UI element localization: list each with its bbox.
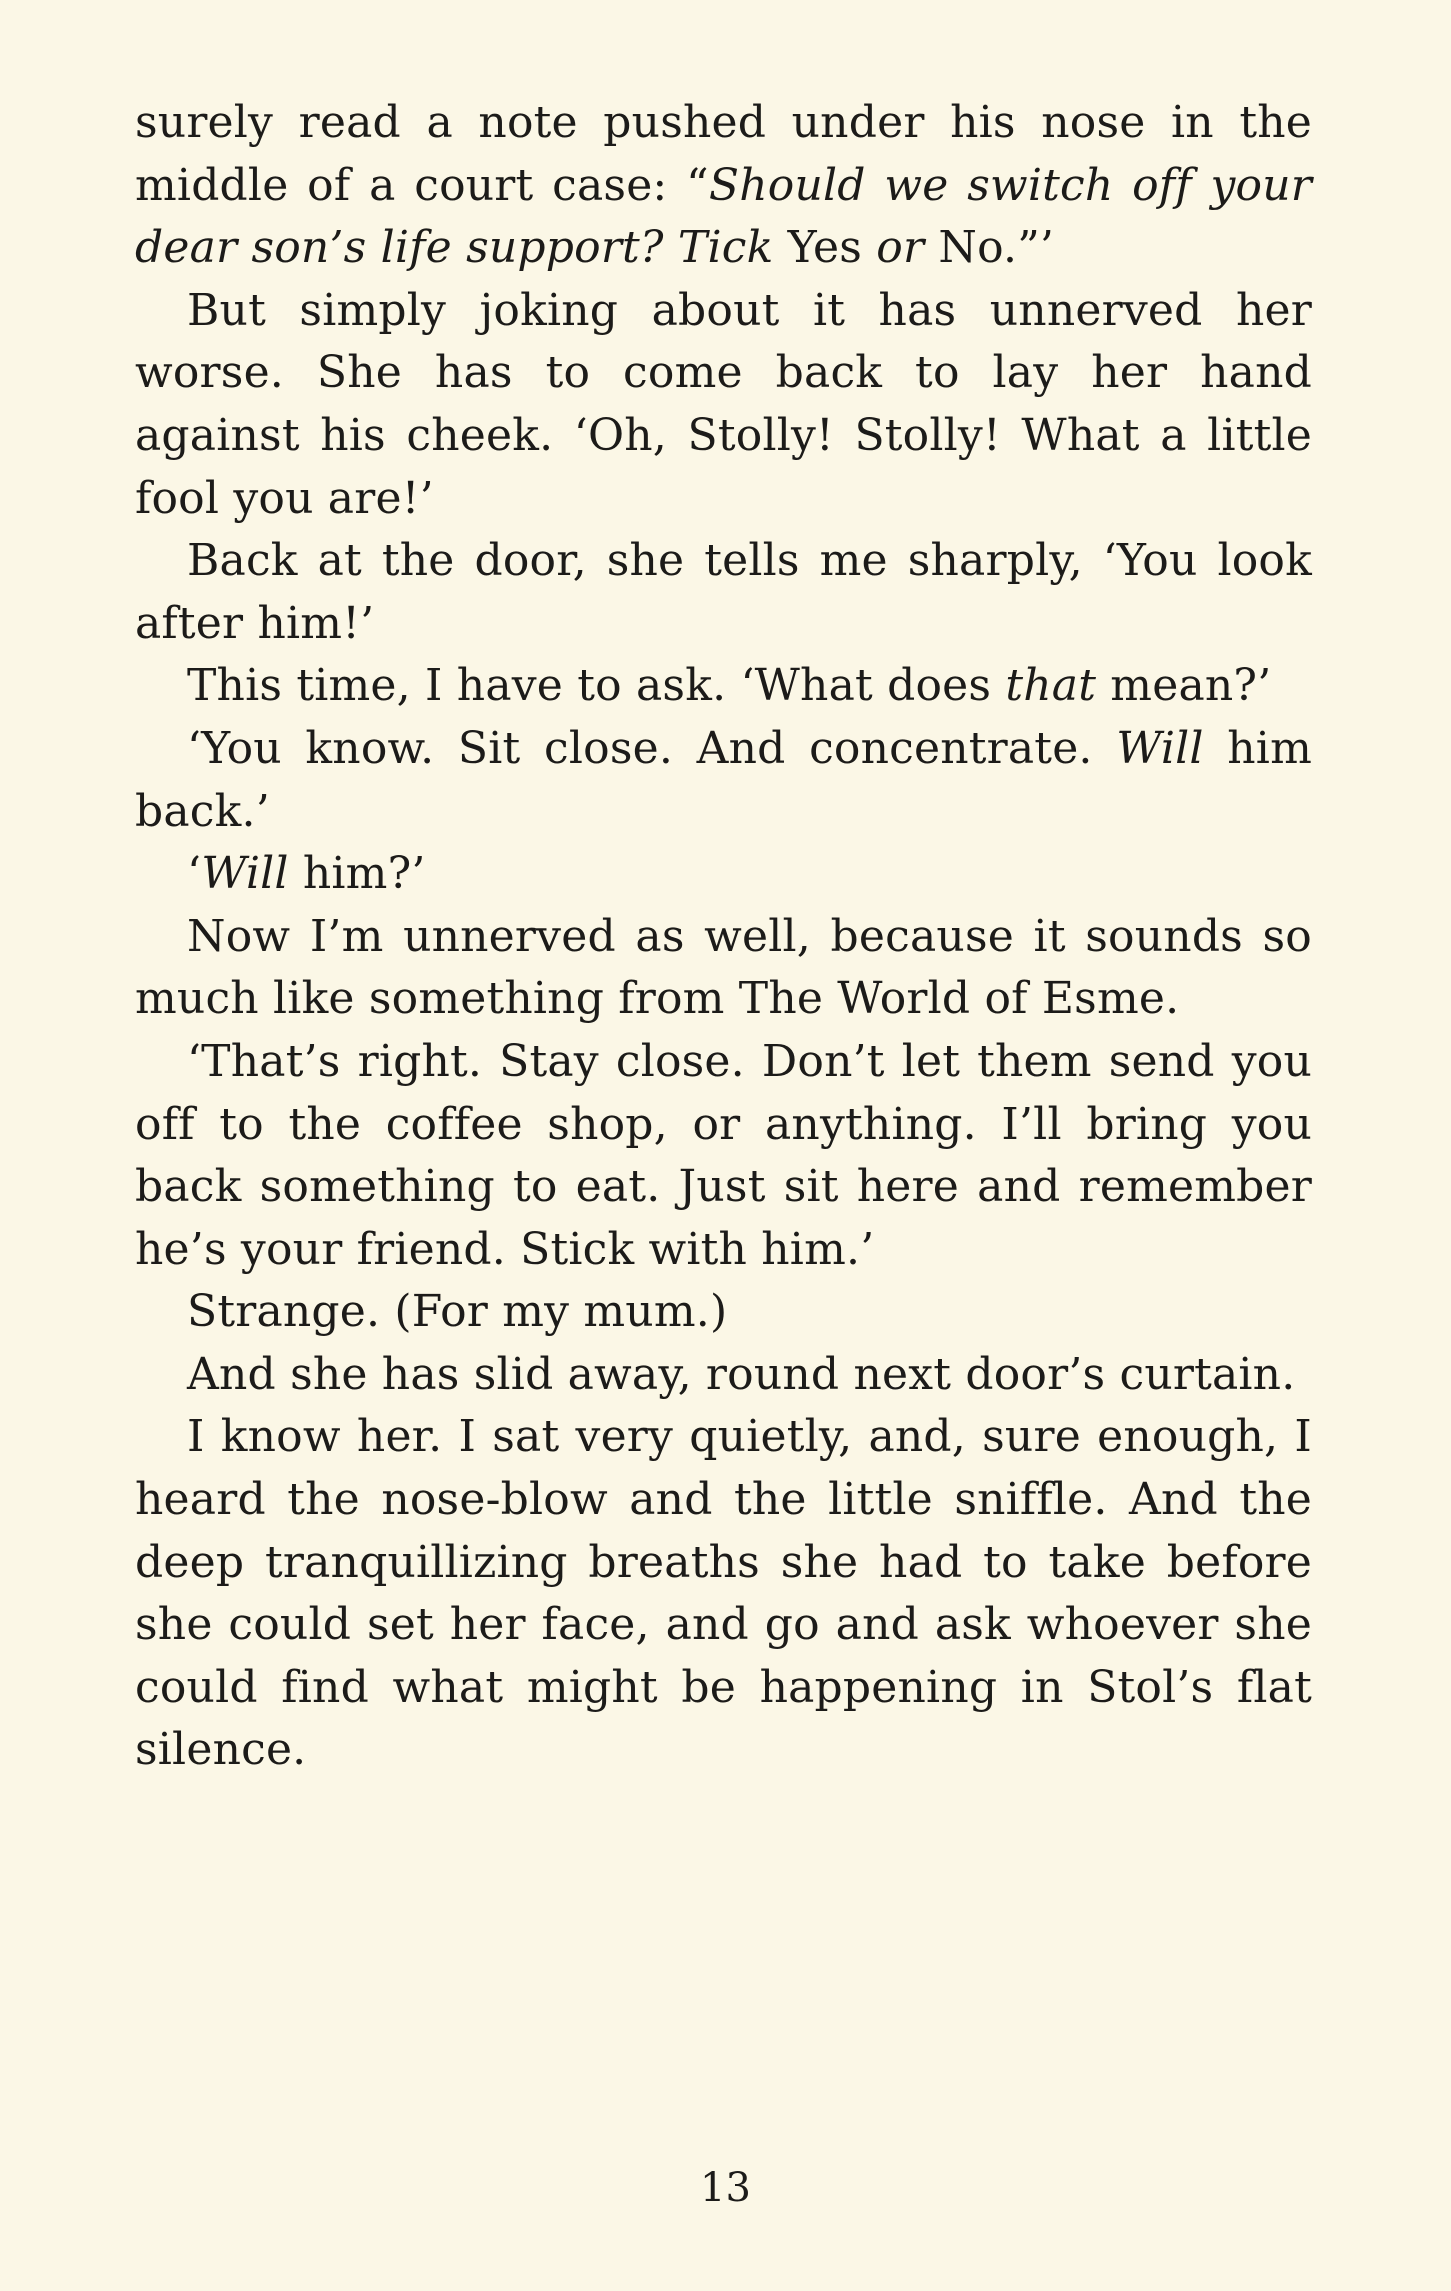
text-run: I know her. I sat very quietly, and, sure enough, I heard the nose-blow and the little sniffle. And the deep tranquillizing breaths she had to take before she could set her face, and go and ask whoever she could find what might be happening in Stol’s flat silence. [135,1411,1312,1776]
paragraph [135,280,1312,530]
paragraph [135,92,1312,280]
text-run: No.”’ [924,222,1055,274]
paragraph [135,843,1312,906]
paragraph [135,655,1312,718]
text-run: him back.’ [135,722,1312,837]
text-run: Now I’m unnerved as well, because it sounds so much like something from The World of Esme. [135,910,1312,1025]
text-run: Yes [773,222,877,274]
text-run: And she has slid away, round next door’s curtain. [187,1348,1296,1400]
paragraph [135,530,1312,655]
paragraph [135,1344,1312,1407]
text-run: him?’ [288,848,426,900]
text-run: Strange. (For my mum.) [187,1286,728,1338]
italic-text: Will [1116,722,1204,774]
italic-text: or [876,222,925,274]
paragraph [135,1031,1312,1281]
text-run: surely read a note pushed under his nose in the middle of a court case: “ [135,97,1312,211]
paragraph [135,1281,1312,1344]
body-text [135,92,1312,1782]
paragraph [135,906,1312,1031]
text-run: ‘ [187,848,202,900]
paragraph [135,718,1312,843]
text-run: ‘You know. Sit close. And concentrate. [187,722,1117,774]
page-number: 13 [700,2165,751,2211]
text-run: mean?’ [1096,660,1272,712]
text-run: But simply joking about it has unnerved her worse. She has to come back to lay her hand against his cheek. ‘Oh, Stolly! Stolly! What a little fool you are!’ [135,284,1312,524]
italic-text: that [1005,660,1097,712]
text-run: This time, I have to ask. ‘What does [187,660,1006,712]
text-run: Back at the door, she tells me sharply, ‘You look after him!’ [135,535,1312,649]
paragraph [135,1406,1312,1782]
italic-text: Should we switch off your dear son’s life support? Tick [135,159,1312,274]
italic-text: Will [201,848,289,900]
text-run: ‘That’s right. Stay close. Don’t let them send you off to the coffee shop, or anything. I’ll bring you back something to eat. Just sit here and remember he’s your friend. Stick with him.’ [135,1035,1312,1275]
